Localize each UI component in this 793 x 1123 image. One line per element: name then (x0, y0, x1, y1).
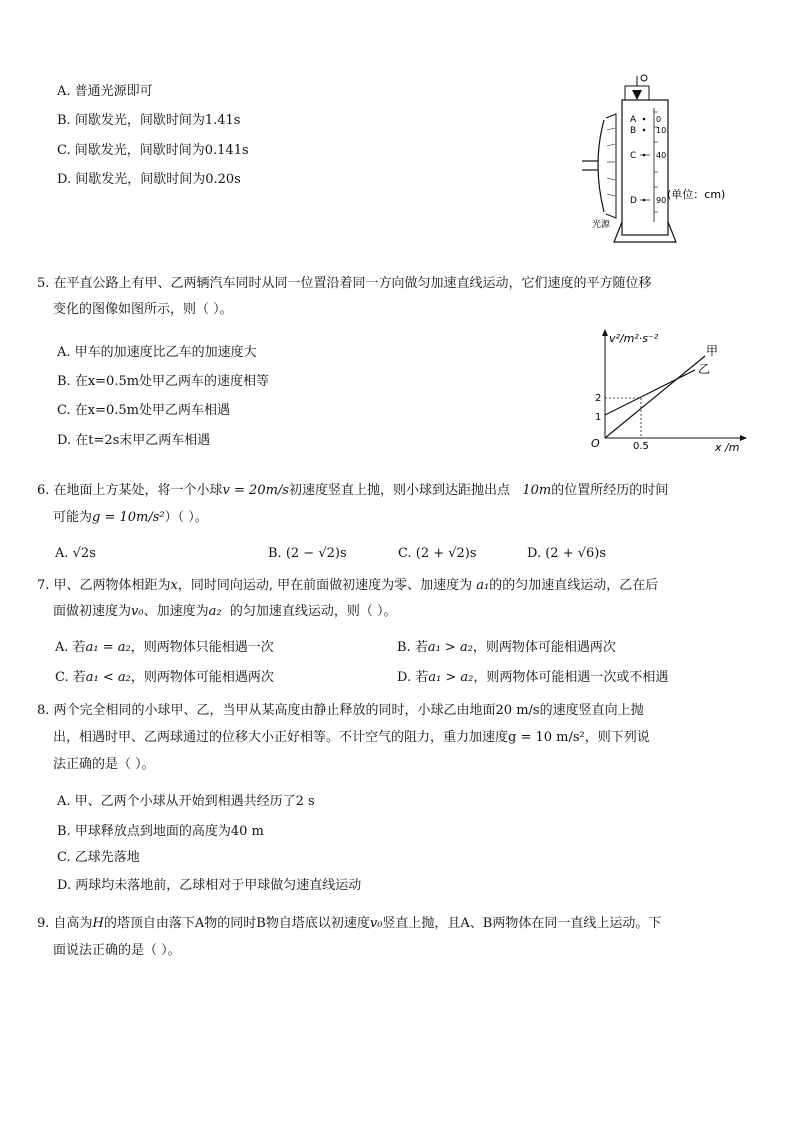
q5-stem-line2: 变化的图像如图所示，则（ ）。 (53, 302, 233, 317)
q7-line1-a: 7. 甲、乙两物体相距为 (37, 578, 171, 593)
q7-stem-line1 (37, 578, 658, 594)
q6-velocity: v = 20m/s (222, 483, 289, 498)
point-a-label: A (630, 115, 637, 125)
q6-stem-line2 (53, 510, 208, 526)
q8-stem-line3: 法正确的是（ ）。 (53, 757, 155, 772)
point-c-label: C (630, 151, 637, 161)
q7-v0-var: v₀ (131, 604, 144, 619)
q8-option-d: D. 两球均未落地前，乙球相对于甲球做匀速直线运动 (57, 878, 362, 893)
q5-v2-x-graph (585, 328, 755, 456)
scale-90: 90 (656, 196, 667, 205)
graph-ytick-2: 2 (595, 393, 602, 404)
q7-a-expr: a₁ = a₂ (85, 640, 131, 655)
q6-stem-line1 (37, 483, 668, 499)
q7-c-prefix: C. 若 (55, 670, 86, 685)
q7-c-suffix: ，则两物体可能相遇两次 (130, 670, 274, 685)
q7-b-expr: a₁ > a₂ (427, 640, 473, 655)
q4-option-b: B. 间歇发光，间歇时间为1.41s (57, 113, 241, 128)
graph-xlabel: x /m (715, 441, 740, 454)
q4-apparatus-figure (578, 72, 763, 250)
q4-option-d: D. 间歇发光，间歇时间为0.20s (57, 172, 241, 187)
q7-stem-line2 (53, 604, 396, 620)
q7-c-expr: a₁ < a₂ (85, 670, 131, 685)
point-b-label: B (630, 126, 637, 136)
q7-x-var: x (170, 578, 178, 593)
point-d-label: D (630, 196, 637, 206)
graph-ytick-1: 1 (595, 412, 602, 423)
label-yi: 乙 (698, 362, 711, 376)
q9-v0-var: v₀ (369, 916, 383, 931)
graph-xtick-05: 0.5 (633, 441, 649, 452)
q6-stem2-b: ）（ ）。 (164, 510, 208, 525)
q6-option-b: B. (2 − √2)s (268, 546, 347, 561)
q7-b-prefix: B. 若 (397, 640, 428, 655)
q6-distance: 10m (522, 483, 552, 498)
q7-line2-b: 、加速度为 (143, 604, 209, 619)
q6-gravity: g = 10m/s² (92, 510, 165, 525)
q9-line1-b: 的塔顶自由落下A物的同时B物自塔底以初速度 (103, 916, 370, 931)
q8-stem-line1: 8. 两个完全相同的小球甲、乙，当甲从某高度由静止释放的同时，小球乙由地面20 m/s的速度竖直向上抛 (37, 703, 644, 718)
q7-b-suffix: ，则两物体可能相遇两次 (472, 640, 616, 655)
q7-d-expr: a₁ > a₂ (428, 670, 474, 685)
q4-option-a: A. 普通光源即可 (57, 84, 153, 99)
q5-option-c: C. 在x=0.5m处甲乙两车相遇 (57, 403, 230, 418)
q7-line1-c: 的的匀加速直线运动，乙在后 (489, 578, 659, 593)
q4-option-c: C. 间歇发光，间歇时间为0.141s (57, 143, 249, 158)
q9-h-var: H (92, 916, 104, 931)
scale-10: 10 (656, 126, 667, 135)
q5-option-d: D. 在t=2s末甲乙两车相遇 (57, 433, 211, 448)
q6-stem-c: 的位置所经历的时间 (551, 483, 669, 498)
q9-stem-line1 (37, 916, 661, 932)
q5-stem-line1: 5. 在平直公路上有甲、乙两辆汽车同时从同一位置沿着同一方向做匀加速直线运动，它们速度的平方随位移 (37, 276, 652, 291)
label-jia: 甲 (706, 344, 719, 358)
q6-option-a: A. √2s (55, 546, 96, 561)
unit-label: (单位：cm) (667, 188, 726, 201)
q7-a-suffix: ，则两物体只能相遇一次 (130, 640, 274, 655)
light-source-label: 光源 (592, 220, 611, 230)
q7-d-suffix: ，则两物体可能相遇一次或不相遇 (473, 670, 669, 685)
q8-option-c: C. 乙球先落地 (57, 850, 140, 865)
q8-stem-line2: 出，相遇时甲、乙两球通过的位移大小正好相等。不计空气的阻力，重力加速度g = 10 m/s²，则下列说 (53, 730, 650, 745)
q6-option-d: D. (2 + √6)s (527, 546, 607, 561)
q6-option-c: C. (2 + √2)s (398, 546, 477, 561)
q7-option-d (397, 670, 668, 686)
q8-option-b: B. 甲球释放点到地面的高度为40 m (57, 824, 264, 839)
graph-ylabel: v²/m²·s⁻² (609, 332, 659, 345)
q7-a-prefix: A. 若 (55, 640, 86, 655)
line-jia (605, 356, 705, 438)
q9-line1-c: 竖直上抛，且A、B两物体在同一直线上运动。下 (382, 916, 662, 931)
q5-option-b: B. 在x=0.5m处甲乙两车的速度相等 (57, 374, 270, 389)
q7-option-a (55, 640, 274, 656)
q6-stem-a: 6. 在地面上方某处，将一个小球 (37, 483, 223, 498)
q7-a1-var: a₁ (476, 578, 490, 593)
scale-40: 40 (656, 151, 667, 160)
q9-stem-line2: 面说法正确的是（ ）。 (53, 943, 181, 958)
q7-line2-c: 的匀加速直线运动，则（ ）。 (229, 604, 397, 619)
q6-stem2-a: 可能为 (53, 510, 93, 525)
q6-stem-b: 初速度竖直上抛，则小球到达距抛出点 (288, 483, 510, 498)
q7-d-prefix: D. 若 (397, 670, 429, 685)
q7-line2-a: 面做初速度为 (53, 604, 132, 619)
q8-option-a: A. 甲、乙两个小球从开始到相遇共经历了2 s (57, 794, 315, 809)
q7-option-c (55, 670, 274, 686)
q7-line1-b: ，同时同向运动, 甲在前面做初速度为零、加速度为 (177, 578, 473, 593)
q7-option-b (397, 640, 616, 656)
q9-line1-a: 9. 自高为 (37, 916, 93, 931)
scale-0: 0 (656, 115, 662, 124)
q7-a2-var: a₂ (208, 604, 222, 619)
q5-option-a: A. 甲车的加速度比乙车的加速度大 (57, 345, 257, 360)
line-yi (605, 370, 695, 415)
graph-origin: O (591, 437, 600, 450)
